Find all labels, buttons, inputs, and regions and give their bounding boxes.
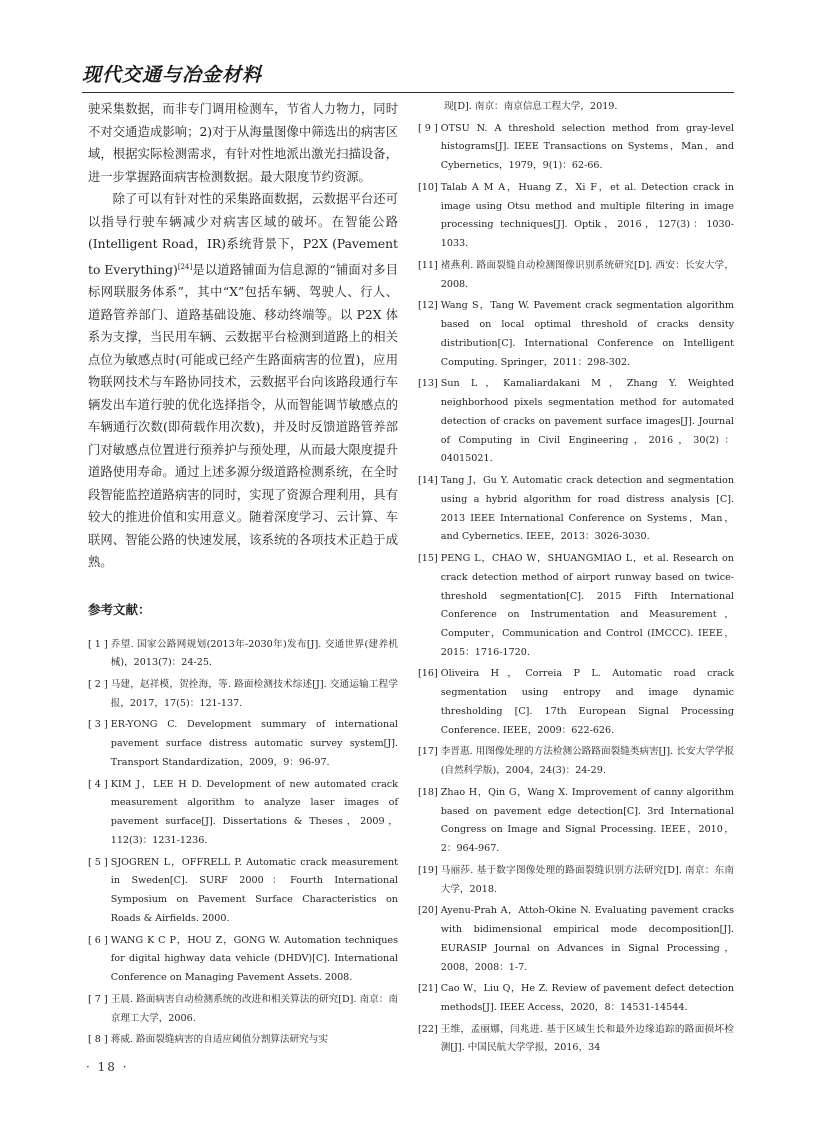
reference-item: [88, 676, 398, 714]
reference-text: Tang J，Gu Y. Automatic crack detection and segmentation using a hybrid algorithm for road distress analysis [C]. 2013 IEEE International Conference on Systems，Man，and Cybernetics. IEEE，2013：3026-3030.: [440, 474, 734, 543]
reference-list-right: [418, 98, 734, 117]
reference-text: Oliveira H，Correia P L. Automatic road crack segmentation using entropy and image dynamic thresholding [C]. 17th European Signal Processing Conference. IEEE，2009：622-626.: [440, 668, 734, 736]
reference-text: OTSU N. A threshold selection method from gray-level histograms[J]. IEEE Transactions on Systems，Man，and Cybernetics，1979，9(1)：62-66.: [440, 122, 734, 172]
left-column: [88, 98, 398, 1053]
reference-text: PENG L，CHAO W，SHUANGMIAO L，et al. Research on crack detection method of airport runway based on twice-threshold segmentation[C]. 2015 Fifth International Conference on Instrumentation and Measurement，Computer，Communication and Control (IMCCC). IEEE，2015：1716-1720.: [440, 552, 734, 658]
right-column: [418, 98, 734, 1061]
reference-item: [418, 179, 734, 254]
reference-text: 马丽莎. 基于数字图像处理的路面裂缝识别方法研究[D]. 南京：东南大学，2018.: [440, 864, 734, 895]
reference-item: [418, 902, 734, 977]
reference-item: [418, 257, 734, 295]
reference-number: [ 7 ]: [88, 993, 111, 1005]
reference-list-right-items: [418, 120, 734, 1059]
reference-item: [418, 665, 734, 740]
reference-number: [ 8 ]: [88, 1034, 111, 1046]
reference-item: [418, 862, 734, 900]
references-heading: 参考文献：: [88, 601, 151, 617]
reference-number: [12]: [418, 300, 441, 312]
reference-list-left: [88, 636, 398, 1050]
reference-item: [418, 1021, 734, 1059]
reference-number: [16]: [418, 668, 441, 680]
reference-text: 蒋威. 路面裂缝病害的自适应阈值分割算法研究与实: [110, 1034, 328, 1046]
reference-item: [418, 472, 734, 547]
reference-text: Talab A M A，Huang Z，Xi F，et al. Detection crack in image using Otsu method and multiple filtering in image processing techniques[J]. Optik，2016，127(3)：1030-1033.: [440, 181, 734, 250]
reference-item: [88, 991, 398, 1029]
reference-text: 王晨. 路面病害自动检测系统的改进和相关算法的研究[D]. 南京：南京理工大学，2006.: [110, 993, 398, 1024]
reference-number: [17]: [418, 746, 441, 758]
reference-text: 李晋惠. 用图像处理的方法检测公路路面裂缝类病害[J]. 长安大学学报(自然科学版)，2004，24(3)：24-29.: [440, 746, 734, 777]
reference-text: 王维，孟丽娜，闫兆进. 基于区域生长和最外边缘追踪的路面损坏检测[J]. 中国民航大学学报，2016，34: [440, 1023, 734, 1054]
reference-text: KIM J，LEE H D. Development of new automated crack measurement algorithm to analyze laser images of pavement surface[J]. Dissertations & Theses，2009，112(3)：1231-1236.: [110, 778, 398, 846]
reference-number: [ 6 ]: [88, 934, 111, 946]
reference-item: [88, 1031, 398, 1050]
reference-continuation: [418, 98, 734, 117]
reference-item: [88, 776, 398, 851]
reference-text: Wang S，Tang W. Pavement crack segmentation algorithm based on local optimal threshold of cracks density distribution[C]. International Conference on Intelligent Computing. Springer，2011：298-302.: [440, 300, 734, 368]
reference-item: [418, 550, 734, 663]
reference-number: [21]: [418, 983, 441, 995]
reference-number: [11]: [418, 259, 441, 271]
reference-text: Sun L，Kamaliardakani M，Zhang Y. Weighted neighborhood pixels segmentation method for automated detection of cracks on pavement surface images[J]. Journal of Computing in Civil Engineering，2016，30(2)：04015021.: [440, 378, 734, 465]
reference-number: [ 4 ]: [88, 778, 111, 790]
reference-number: [10]: [418, 181, 441, 193]
reference-item: [418, 743, 734, 781]
reference-number: [18]: [418, 786, 441, 798]
reference-text: ER-YONG C. Development summary of international pavement surface distress automatic survey system[J]. Transport Standardization，2009，9：96-97.: [110, 719, 398, 768]
reference-item: [88, 932, 398, 988]
reference-item: [88, 636, 398, 674]
reference-item: [418, 297, 734, 372]
reference-number: [22]: [418, 1023, 441, 1035]
reference-item: [418, 120, 734, 176]
reference-text: 现[D]. 南京：南京信息工程大学，2019.: [444, 101, 618, 112]
reference-text: 乔望. 国家公路网规划(2013年-2030年)发布[J]. 交通世界(建养机械)，2013(7)：24-25.: [110, 638, 398, 669]
reference-text: SJOGREN L，OFFRELL P. Automatic crack measurement in Sweden[C]. SURF 2000：Fourth International Symposium on Pavement Surface Characteristics on Roads & Airfields. 2000.: [110, 856, 398, 924]
page-number: · 18 ·: [86, 1060, 129, 1074]
reference-number: [ 1 ]: [88, 638, 111, 650]
reference-text: Ayenu-Prah A，Attoh-Okine N. Evaluating pavement cracks with bidimensional empirical mode decomposition[J]. EURASIP Journal on Advances in Signal Processing，2008，2008：1-7.: [440, 905, 734, 973]
reference-item: [88, 854, 398, 929]
reference-number: [19]: [418, 864, 441, 876]
reference-text: 褚燕利. 路面裂缝自动检测图像识别系统研究[D]. 西安：长安大学，2008.: [440, 259, 734, 290]
body-text: [88, 98, 398, 574]
reference-text: WANG K C P，HOU Z，GONG W. Automation techniques for digital highway data vehicle (DHDV)[C]. International Conference on Managing Pavement Assets. 2008.: [110, 934, 398, 984]
reference-number: [ 3 ]: [88, 719, 111, 731]
reference-item: [88, 716, 398, 772]
reference-number: [ 5 ]: [88, 856, 111, 868]
reference-item: [418, 784, 734, 859]
reference-number: [14]: [418, 474, 441, 486]
body-paragraph: 除了可以有针对性的采集路面数据，云数据平台还可以指导行驶车辆减少对病害区域的破坏。在智能公路(Intelligent Road，IR)系统背景下，P2X (Pavement to Everything)[24]是以道路铺面为信息源的“铺面对多目标网联服务体系”，其中“X”包括车辆、驾驶人、行人、道路管养部门、道路基础设施、移动终端等。以 P2X 体系为支撑，当民用车辆、云数据平台检测到道路上的相关点位为敏感点时(可能或已经产生路面病害的位置)，应用物联网技术与车路协同技术，云数据平台向该路段通行车辆发出车道行驶的优化选择指令，从而智能调节敏感点的车辆通行次数(即荷载作用次数)，并及时反馈道路管养部门对敏感点位置进行预养护与预处理，从而最大限度提升道路使用寿命。通过上述多源分级道路检测系统，在全时段智能监控道路病害的同时，实现了资源合理利用，具有较大的推进价值和实用意义。随着深度学习、云计算、车联网、智能公路的快速发展，该系统的各项技术正趋于成熟。: [88, 192, 398, 570]
reference-number: [15]: [418, 552, 441, 564]
reference-text: Cao W，Liu Q，He Z. Review of pavement defect detection methods[J]. IEEE Access，2020，8：14531-14544.: [440, 983, 734, 1014]
reference-item: [418, 980, 734, 1018]
reference-item: [418, 375, 734, 469]
reference-number: [ 2 ]: [88, 678, 111, 690]
reference-text: 马建，赵祥模，贺拴海，等. 路面检测技术综述[J]. 交通运输工程学报，2017，17(5)：121-137.: [110, 678, 398, 709]
body-paragraph: 驶采集数据，而非专门调用检测车，节省人力物力，同时不对交通造成影响；2)对于从海量图像中筛选出的病害区域，根据实际检测需求，有针对性地派出激光扫描设备，进一步掌握路面病害检测数据。最大限度节约资源。: [88, 102, 398, 184]
reference-text: Zhao H，Qin G，Wang X. Improvement of canny algorithm based on pavement edge detection[C]. 3rd International Congress on Image and Signal Processing. IEEE，2010，2：964-967.: [440, 786, 734, 855]
reference-number: [ 9 ]: [418, 122, 441, 134]
reference-number: [13]: [418, 378, 441, 390]
journal-logo: 现代交通与冶金材料: [82, 64, 263, 86]
reference-number: [20]: [418, 905, 441, 917]
header-divider: [82, 92, 734, 93]
